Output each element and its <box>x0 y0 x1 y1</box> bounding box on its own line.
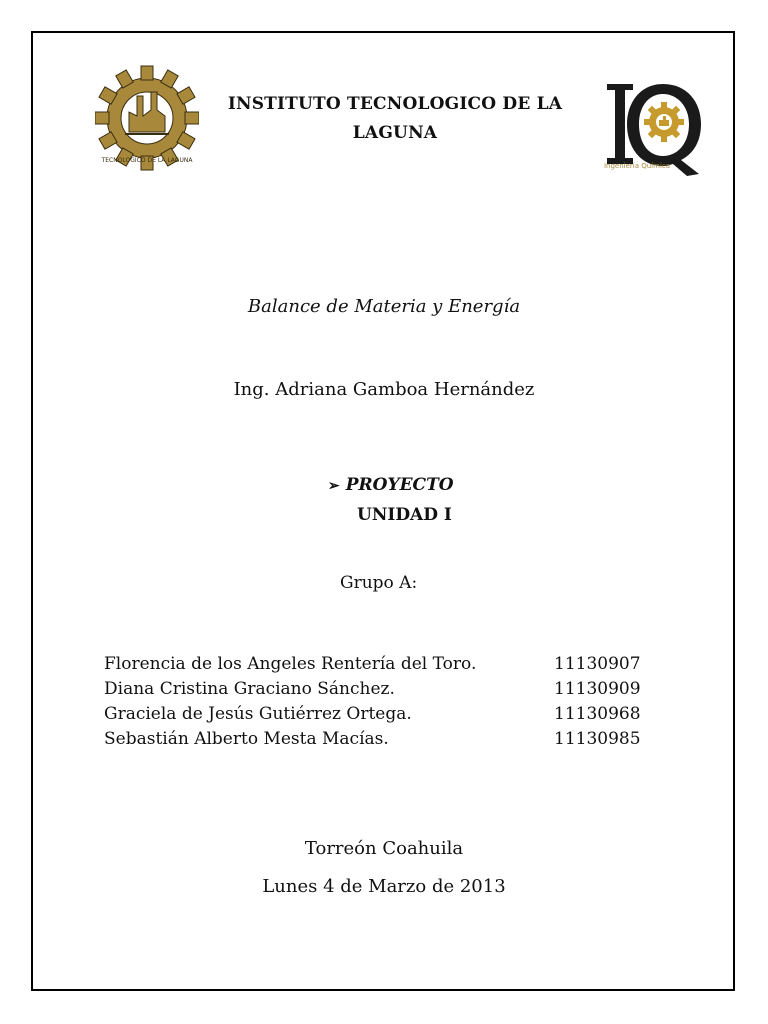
list-item <box>104 652 664 677</box>
list-item <box>104 727 664 752</box>
member-id: 11130985 <box>554 729 641 749</box>
institution-line-2: LAGUNA <box>352 123 438 143</box>
institution-line-1: INSTITUTO TECNOLOGICO DE LA <box>227 94 563 114</box>
project-title: PROYECTO <box>345 475 454 495</box>
member-id: 11130909 <box>554 679 641 699</box>
seal-text: TECNOLOGICO DE LA LAGUNA <box>101 157 193 164</box>
unit-label: UNIDAD I <box>357 505 452 525</box>
arrow-bullet-icon: ➢ <box>328 478 340 494</box>
logo-caption: Ingeniería Química <box>603 162 671 170</box>
project-heading <box>328 475 454 495</box>
tecnologico-laguna-seal-icon <box>95 62 199 174</box>
member-list <box>104 652 664 752</box>
member-name: Diana Cristina Graciano Sánchez. <box>104 679 395 699</box>
iq-ingenieria-quimica-logo-icon <box>603 76 709 180</box>
place-label: Torreón Coahuila <box>304 838 464 859</box>
list-item <box>104 677 664 702</box>
member-id: 11130968 <box>554 704 641 724</box>
institution-name <box>205 90 585 148</box>
member-name: Graciela de Jesús Gutiérrez Ortega. <box>104 704 412 724</box>
teacher-name: Ing. Adriana Gamboa Hernández <box>233 379 535 400</box>
date-label: Lunes 4 de Marzo de 2013 <box>262 876 506 897</box>
member-name: Florencia de los Angeles Rentería del Toro. <box>104 654 477 674</box>
group-label: Grupo A: <box>340 573 418 593</box>
member-id: 11130907 <box>554 654 641 674</box>
course-title: Balance de Materia y Energía <box>247 296 521 317</box>
member-name: Sebastián Alberto Mesta Macías. <box>104 729 389 749</box>
list-item <box>104 702 664 727</box>
